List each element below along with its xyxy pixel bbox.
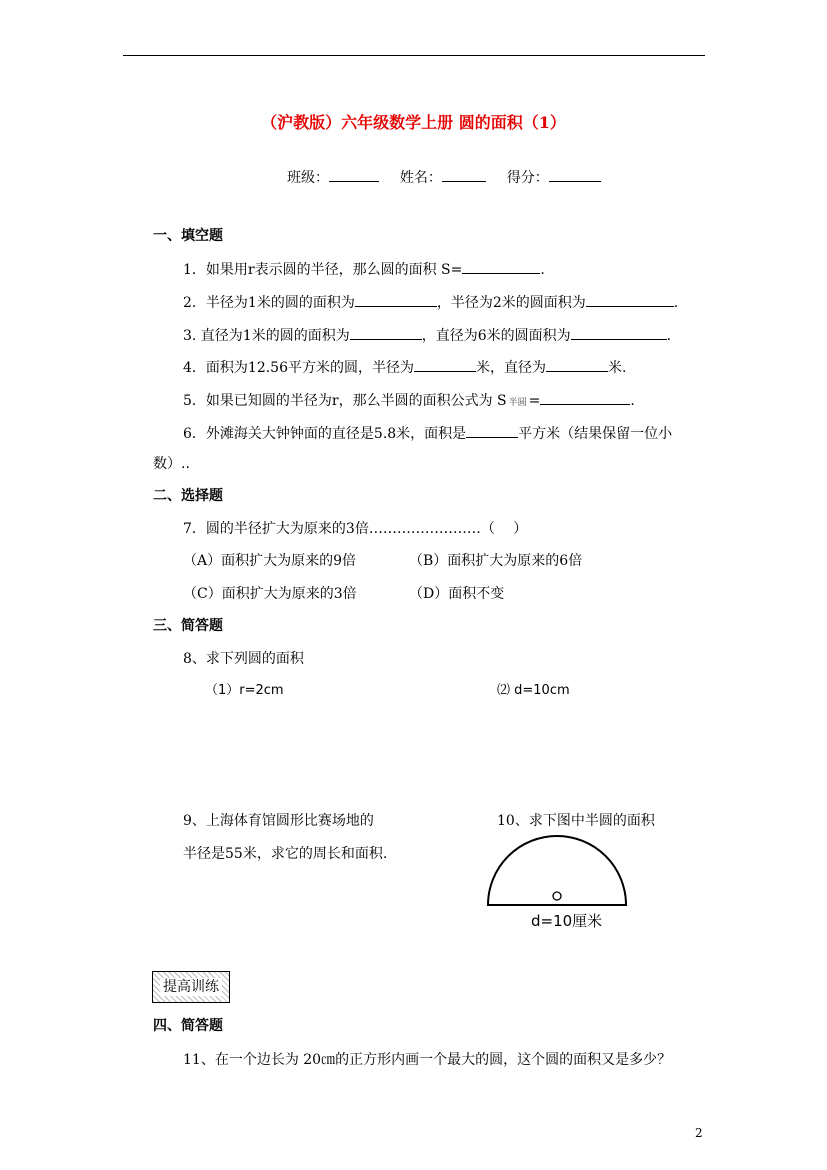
answer-blank (355, 292, 437, 307)
name-blank (442, 167, 486, 182)
question-6-text-a: 6．外滩海关大钟钟面的直径是5.8米，面积是 (183, 426, 467, 442)
class-label: 班级： (287, 170, 329, 186)
name-label: 姓名： (399, 170, 442, 186)
section-heading-short-answer: 三、简答题 (153, 618, 223, 634)
question-8-part-2: ⑵ d=10cm (497, 683, 570, 698)
answer-blank (350, 325, 422, 340)
subscript-semicircle: 半圆 (508, 398, 527, 408)
section-heading-fill-in: 一、填空题 (153, 228, 223, 244)
section-heading-multiple-choice: 二、选择题 (153, 488, 223, 504)
question-1-text: 1．如果用r表示圆的半径，那么圆的面积 S= (183, 262, 463, 278)
question-10-stem: 10、求下图中半圆的面积 (497, 813, 655, 829)
score-label: 得分： (506, 170, 549, 186)
answer-blank (546, 357, 608, 372)
answer-blank (466, 423, 518, 438)
answer-blank (462, 259, 540, 274)
question-2-text-b: ，半径为2米的圆面积为 (436, 295, 586, 311)
page-number: 2 (695, 1126, 703, 1140)
center-point (553, 892, 561, 900)
question-8-stem: 8、求下列圆的面积 (183, 651, 304, 667)
question-5-end: . (630, 393, 635, 409)
option-c: （C）面积扩大为原来的3倍 (183, 586, 357, 602)
class-blank (329, 167, 379, 182)
semicircle-diagram (480, 834, 634, 908)
question-7-stem: 7．圆的半径扩大为原来的3倍……………………（ ） (183, 521, 528, 537)
question-1 (183, 259, 545, 279)
answer-blank (586, 292, 674, 307)
question-5-text-a: 5．如果已知圆的半径为r，那么半圆的面积公式为 S (183, 393, 507, 409)
question-2 (183, 292, 678, 312)
question-3-text-b: ，直径为6米的圆面积为 (421, 328, 571, 344)
question-6 (183, 423, 672, 443)
question-3-end: . (666, 328, 672, 344)
question-1-end: . (540, 262, 545, 278)
student-info-line (287, 167, 601, 187)
question-5 (183, 390, 635, 412)
option-b: （B）面积扩大为原来的6倍 (409, 553, 583, 569)
question-2-end: . (673, 295, 679, 311)
header-rule (123, 55, 705, 56)
diagram-caption: d=10厘米 (531, 912, 603, 930)
question-9-line-2: 半径是55米，求它的周长和面积. (183, 846, 388, 862)
answer-blank (540, 390, 630, 405)
question-4-text-a: 4．面积为12.56平方米的圆，半径为 (183, 360, 414, 376)
score-blank (549, 167, 601, 182)
question-11: 11、在一个边长为 20㎝的正方形内画一个最大的圆，这个圆的面积又是多少？ (183, 1052, 672, 1068)
question-4-text-b: 米，直径为 (476, 360, 546, 376)
question-6-text-b: 平方米（结果保留一位小 (518, 426, 673, 442)
semicircle-shape (488, 836, 626, 905)
option-d: （D）面积不变 (409, 586, 505, 602)
answer-blank (414, 357, 476, 372)
section-heading-short-answer-2: 四、简答题 (153, 1018, 223, 1034)
question-9-line-1: 9、上海体育馆圆形比赛场地的 (183, 813, 374, 829)
page-title: （沪教版）六年级数学上册 圆的面积（1） (261, 113, 566, 132)
question-6-continuation: 数）.. (153, 456, 190, 472)
question-3-text-a: 3. 直径为1米的圆的面积为 (183, 328, 350, 344)
question-4-end: 米. (608, 360, 627, 376)
option-a: （A）面积扩大为原来的9倍 (183, 553, 357, 569)
question-2-text-a: 2．半径为1米的圆的面积为 (183, 295, 355, 311)
question-5-equals: = (528, 393, 541, 409)
answer-blank (571, 325, 667, 340)
question-4 (183, 357, 626, 377)
advanced-training-badge (152, 971, 230, 1003)
badge-label: 提高训练 (160, 978, 222, 996)
question-8-part-1: （1）r=2cm (205, 683, 284, 698)
question-3 (183, 325, 671, 345)
